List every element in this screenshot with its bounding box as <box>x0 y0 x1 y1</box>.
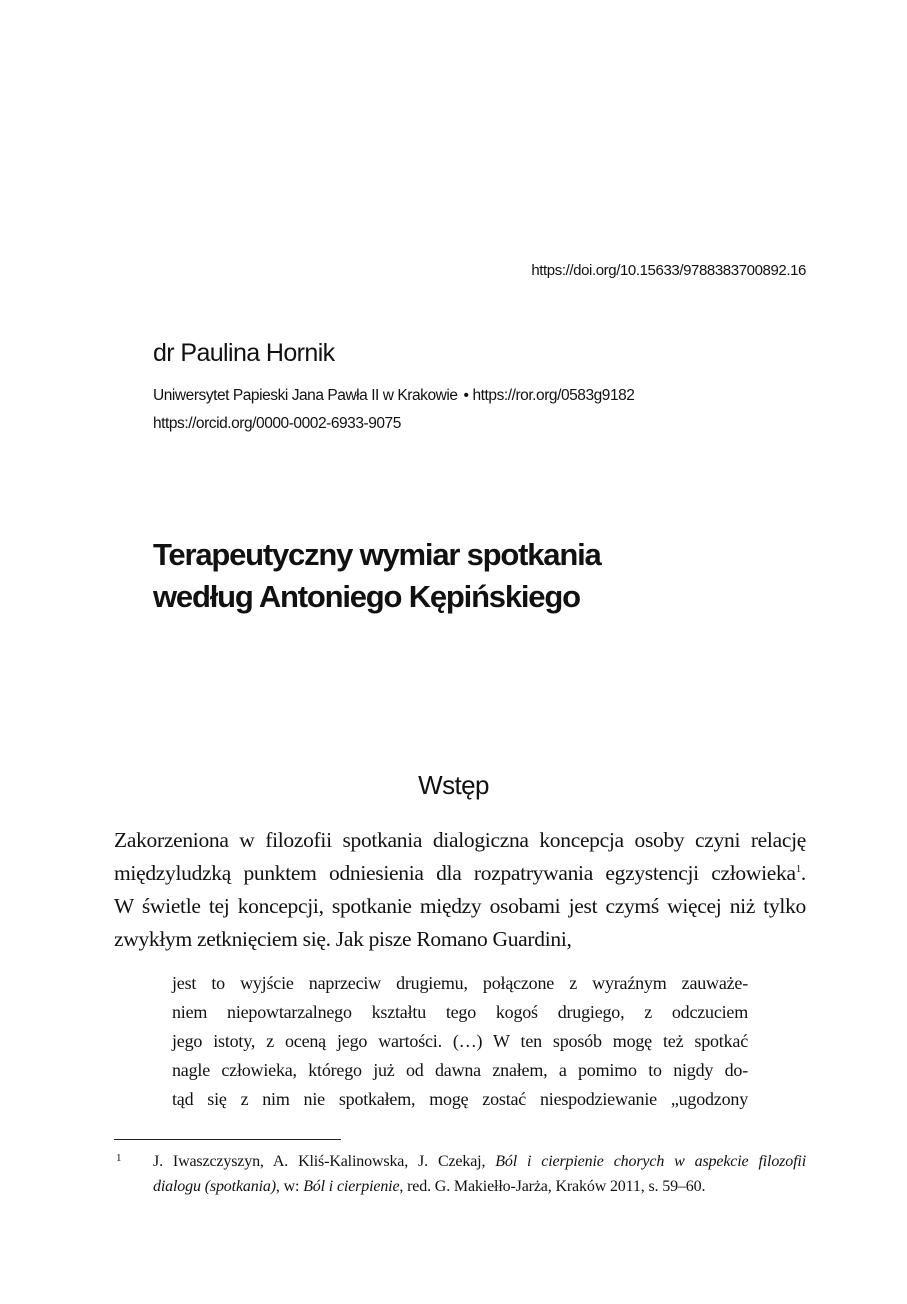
footnote-line-1 <box>153 1153 806 1171</box>
quote-line-4: nagle człowieka, którego już od dawna znałem, a pomimo to nigdy do- <box>172 1060 748 1080</box>
quote-line-1: jest to wyjście naprzeciw drugiemu, połączone z wyraźnym zauważe- <box>172 973 748 993</box>
footnote-work-title-part-2: dialogu (spotkania) <box>153 1178 276 1195</box>
footnote-line-2 <box>153 1178 705 1196</box>
affiliation-name: Uniwersytet Papieski Jana Pawła II w Krakowie <box>153 387 458 404</box>
body-line-2 <box>114 861 806 886</box>
body-line-2-text: międzyludzką punktem odniesienia dla rozpatrywania egzystencji człowieka <box>114 861 796 885</box>
body-line-1: Zakorzeniona w filozofii spotkania dialogiczna koncepcja osoby czyni relację <box>114 828 806 852</box>
footnote-divider <box>114 1139 341 1140</box>
author-name: dr Paulina Hornik <box>153 339 335 367</box>
footnote-ref[interactable]: 1 <box>795 862 801 875</box>
doi-link[interactable]: https://doi.org/10.15633/9788383700892.16 <box>531 262 806 279</box>
body-line-2-end: . <box>800 861 806 885</box>
author-affiliation-line <box>153 387 634 405</box>
article-title <box>153 534 601 618</box>
footnote-authors: J. Iwaszczyszyn, A. Kliś-Kalinowska, J. Czekaj, <box>153 1153 496 1170</box>
footnote-number: 1 <box>116 1152 122 1164</box>
footnote-work-title-part-1: Ból i cierpienie chorych w aspekcie filozofii <box>495 1153 806 1170</box>
article-title-line-2: według Antoniego Kępińskiego <box>153 579 580 614</box>
body-line-4: zwykłym zetknięciem się. Jak pisze Romano Guardini, <box>114 927 572 951</box>
footnote-in-text: , w: <box>275 1178 304 1195</box>
footnote-rest: , red. G. Makiełło-Jarża, Kraków 2011, s. 59–60. <box>399 1178 706 1195</box>
quote-line-5: tąd się z nim nie spotkałem, mogę zostać niespodziewanie „ugodzony <box>172 1089 748 1109</box>
ror-link[interactable]: https://ror.org/0583g9182 <box>472 387 635 404</box>
body-line-3: W świetle tej koncepcji, spotkanie między osobami jest czymś więcej niż tylko <box>114 894 806 918</box>
quote-line-3: jego istoty, z oceną jego wartości. (…) W ten sposób mogę też spotkać <box>172 1031 748 1051</box>
affiliation-separator: • <box>463 387 469 404</box>
section-heading: Wstęp <box>418 770 489 800</box>
quote-line-2: niem niepowtarzalnego kształtu tego kogoś drugiego, z odczuciem <box>172 1002 748 1022</box>
orcid-link[interactable]: https://orcid.org/0000-0002-6933-9075 <box>153 415 401 432</box>
article-title-line-1: Terapeutyczny wymiar spotkania <box>153 537 601 572</box>
footnote-book-title: Ból i cierpienie <box>303 1178 400 1195</box>
